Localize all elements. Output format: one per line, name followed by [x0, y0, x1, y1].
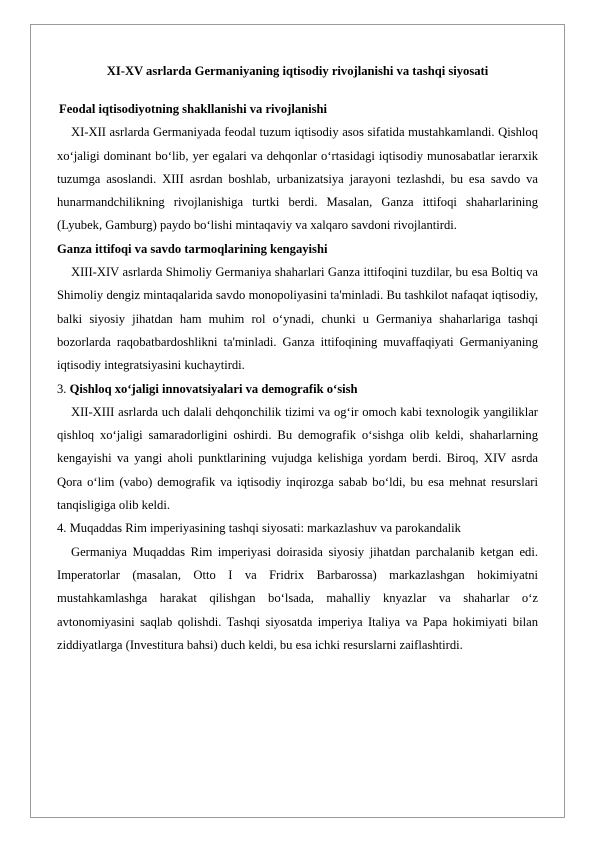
section-3-number: 3. — [57, 381, 67, 396]
section-2-text: XIII-XIV asrlarda Shimoliy Germaniya shaharlari Ganza ittifoqini tuzdilar, bu esa Boltiq va Shimoliy dengiz mintaqalarida savdo monopoliyasini ta'minladi. Bu tashkilot nafaqat iqtisodiy, balki siyosiy jihatdan ham muhim rol o‘ynadi, chunki u Germaniya shaharlariga tashqi bozorlarda raqobatbardoshlikni ta'minladi. Ganza ittifoqining muvaffaqiyati Germaniyaning iqtisodiy integratsiyasini kuchaytirdi. — [57, 265, 538, 373]
section-3-text: XII-XIII asrlarda uch dalali dehqonchilik tizimi va og‘ir omoch kabi texnologik yangiliklar qishloq xo‘jaligi samaradorligini oshirdi. Bu demografik o‘sishga olib keldi, shaharlarning kengayishi va yangi aholi punktlarining vujudga kelishiga yordam berdi. Biroq, XIV asrda Qora o‘lim (vabo) demografik va iqtisodiy inqirozga sabab bo‘ldi, bu esa mehnat resurslari tanqisligiga olib keldi. — [57, 404, 538, 513]
section-3-heading-line — [57, 378, 538, 401]
section-4-text: Germaniya Muqaddas Rim imperiyasi doirasida siyosiy jihatdan parchalanib ketgan edi. Imperatorlar (masalan, Otto I va Fridrix Barbarossa) markazlashgan hokimiyatni mustahkamlashga harakat qilishgan bo‘lsada, mahalliy knyazlar va shaharlar o‘z avtonomiyasini saqlab qolishdi. Tashqi siyosatda imperiya Italiya va Papa hokimiyati bilan ziddiyatlarga (Investitura bahsi) duch keldi, bu esa ichki resurslarni zaiflashtirdi. — [57, 544, 538, 652]
section-1-text: XI-XII asrlarda Germaniyada feodal tuzum iqtisodiy asos sifatida mustahkamlandi. Qishloq xo‘jaligi dominant bo‘lib, yer egalari va dehqonlar o‘rtasidagi iqtisodiy munosabatlar ierarxik tuzumga asoslandi. XIII asrdan boshlab, urbanizatsiya jarayoni tezlashdi, bu esa savdo va hunarmandchilikning rivojlanishiga turtki berdi. Masalan, Ganza ittifoqi shaharlarining (Lyubek, Gamburg) paydo bo‘lishi mintaqaviy va xalqaro savdoni rivojlantirdi. — [57, 125, 538, 233]
section-1-heading: Feodal iqtisodiyotning shakllanishi va rivojlanishi — [59, 102, 328, 116]
document-body — [57, 60, 538, 657]
section-2-heading: Ganza ittifoqi va savdo tarmoqlarining kengayishi — [57, 241, 328, 256]
section-4-heading: 4. Muqaddas Rim imperiyasining tashqi siyosati: markazlashuv va parokandalik — [57, 521, 461, 536]
document-title: XI-XV asrlarda Germaniyaning iqtisodiy rivojlanishi va tashqi siyosati — [106, 64, 489, 78]
section-3-heading: Qishloq xo‘jaligi innovatsiyalari va demografik o‘sish — [69, 381, 358, 396]
